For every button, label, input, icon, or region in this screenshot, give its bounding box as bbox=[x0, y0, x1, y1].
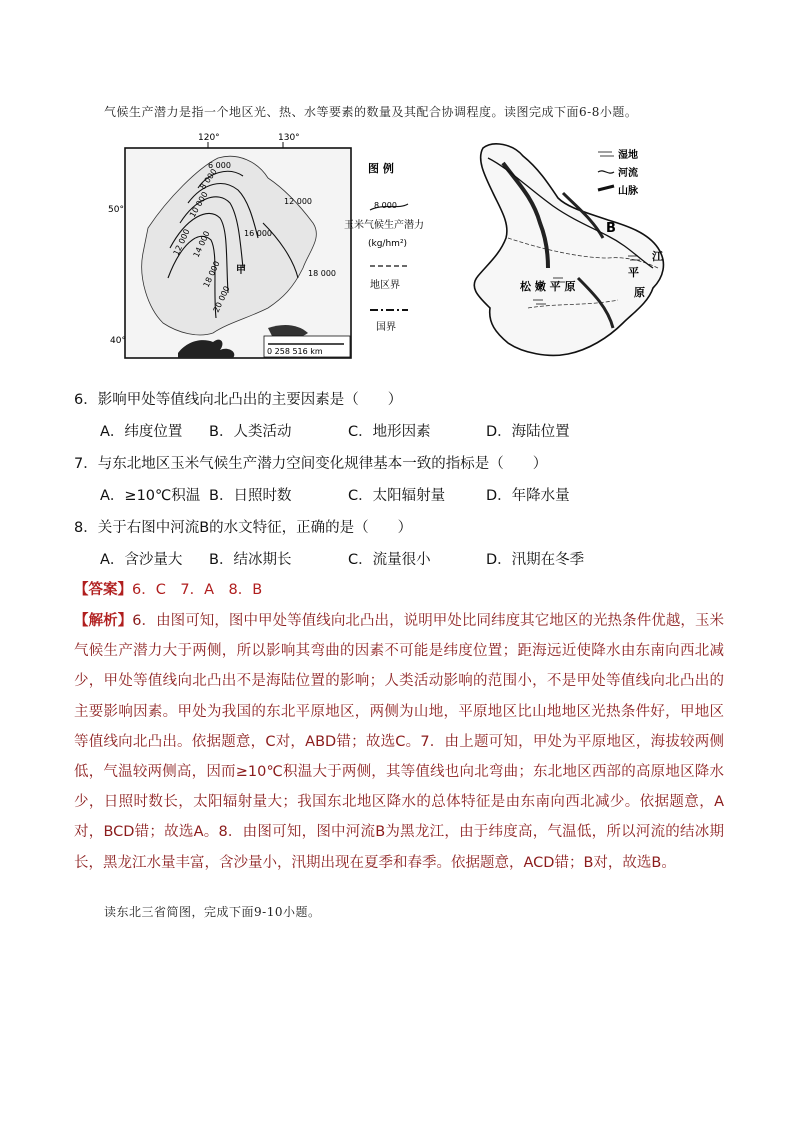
lon-label-130: 130° bbox=[278, 133, 300, 143]
q7-option-c: C．太阳辐射量 bbox=[348, 488, 446, 504]
left-map-legend bbox=[344, 161, 424, 333]
q6-option-b: B．人类活动 bbox=[209, 424, 292, 440]
explanation-tag: 【解析】 bbox=[74, 613, 133, 629]
explanation-block bbox=[74, 606, 724, 878]
legend-contour-value: 8 000 bbox=[374, 201, 397, 210]
explanation-text: 6．由图可知，图中甲处等值线向北凸出，说明甲处比同纬度其它地区的光热条件优越，玉米气候生产潜力大于两侧，所以影响其弯曲的因素不可能是纬度位置；距海远近使降水由东南向西北减少，甲处等值线向北凸出不是海陆位置的影响；人类活动影响的范围小，不是甲处等值线向北凸出的主要影响因素。甲处为我国的东北平原地区，两侧为山地，平原地区比山地地区光热条件好，甲地区等值线向北凸出。依据题意，C对，ABD错；故选C。7．由上题可知，甲处为平原地区，海拔较两侧低，气温较两侧高，因而≥10℃积温大于两侧，其等值线也向北弯曲；东北地区西部的高原地区降水少，日照时数长，太阳辐射量大；我国东北地区降水的总体特征是由东南向西北减少。依据题意，A对，BCD错；故选A。8．由图可知，图中河流B为黑龙江，由于纬度高，气温低，所以河流的结冰期长，黑龙江水量丰富，含沙量小，汛期出现在夏季和春季。依据题意，ACD错；B对，故选B。 bbox=[74, 613, 725, 871]
question-8-stem: 8．关于右图中河流B的水文特征，正确的是（ ） bbox=[74, 520, 413, 536]
q8-option-d: D．汛期在冬季 bbox=[486, 552, 585, 568]
legend-contour-unit: (kg/hm²) bbox=[368, 239, 408, 249]
lat-label-40: 40° bbox=[110, 336, 126, 346]
question-6-stem: 6．影响甲处等值线向北凸出的主要因素是（ ） bbox=[74, 392, 403, 408]
plain-songnen-label: 松 嫩 平 原 bbox=[520, 280, 576, 293]
contour-label-12000-b: 12 000 bbox=[284, 197, 312, 206]
contour-label-8000: 8 000 bbox=[198, 167, 219, 192]
plain-sanjiang-top: 江 bbox=[652, 250, 663, 263]
question-7-stem: 7．与东北地区玉米气候生产潜力空间变化规律基本一致的指标是（ ） bbox=[74, 456, 548, 472]
q7-option-a: A．≥10℃积温 bbox=[100, 488, 201, 504]
lat-label-50: 50° bbox=[108, 205, 124, 215]
contour-label-14000: 14 000 bbox=[191, 229, 212, 259]
right-map bbox=[474, 144, 664, 356]
contour-label-12000-a: 12 000 bbox=[171, 227, 192, 257]
q6-option-c: C．地形因素 bbox=[348, 424, 431, 440]
q6-option-d: D．海陆位置 bbox=[486, 424, 570, 440]
left-map bbox=[108, 133, 351, 358]
q6-option-a: A．纬度位置 bbox=[100, 424, 183, 440]
legend-contour-label: 玉米气候生产潜力 bbox=[344, 220, 424, 231]
legend-mountain: 山脉 bbox=[618, 186, 638, 197]
contour-label-18000: 18 000 bbox=[201, 259, 222, 289]
river-b-label: B bbox=[606, 221, 616, 236]
answer-tag: 【答案】 bbox=[74, 582, 132, 598]
contour-label-20000: 20 000 bbox=[211, 284, 232, 314]
answer-text: 6．C 7．A 8．B bbox=[132, 582, 263, 598]
contour-label-10000: 10 000 bbox=[187, 190, 210, 219]
contour-label-16000-a: 16 000 bbox=[244, 229, 272, 238]
contour-label-18000-b: 18 000 bbox=[308, 269, 336, 278]
intro-text: 气候生产潜力是指一个地区光、热、水等要素的数量及其配合协调程度。读图完成下面6-8小题。 bbox=[104, 105, 638, 119]
q8-option-a: A．含沙量大 bbox=[100, 552, 183, 568]
figure-maps bbox=[108, 128, 712, 370]
lon-label-120: 120° bbox=[198, 133, 220, 143]
legend-wetland: 湿地 bbox=[618, 150, 638, 161]
contour-label-6000: 6 000 bbox=[208, 161, 231, 170]
legend-region-border: 地区界 bbox=[370, 280, 400, 291]
legend-title: 图 例 bbox=[368, 162, 394, 175]
q7-option-d: D．年降水量 bbox=[486, 488, 570, 504]
legend-national-border: 国界 bbox=[376, 322, 396, 333]
intro-text-9-10: 读东北三省简图，完成下面9-10小题。 bbox=[104, 905, 321, 919]
q8-option-c: C．流量很小 bbox=[348, 552, 431, 568]
legend-river: 河流 bbox=[618, 168, 638, 179]
place-label-jia: 甲 bbox=[236, 265, 246, 276]
scale-bar-label: 0 258 516 km bbox=[267, 347, 323, 356]
plain-sanjiang-bottom: 原 bbox=[634, 286, 645, 299]
q7-option-b: B．日照时数 bbox=[209, 488, 292, 504]
q8-option-b: B．结冰期长 bbox=[209, 552, 292, 568]
plain-sanjiang-mid: 平 bbox=[628, 266, 639, 279]
answer-line bbox=[74, 578, 262, 599]
